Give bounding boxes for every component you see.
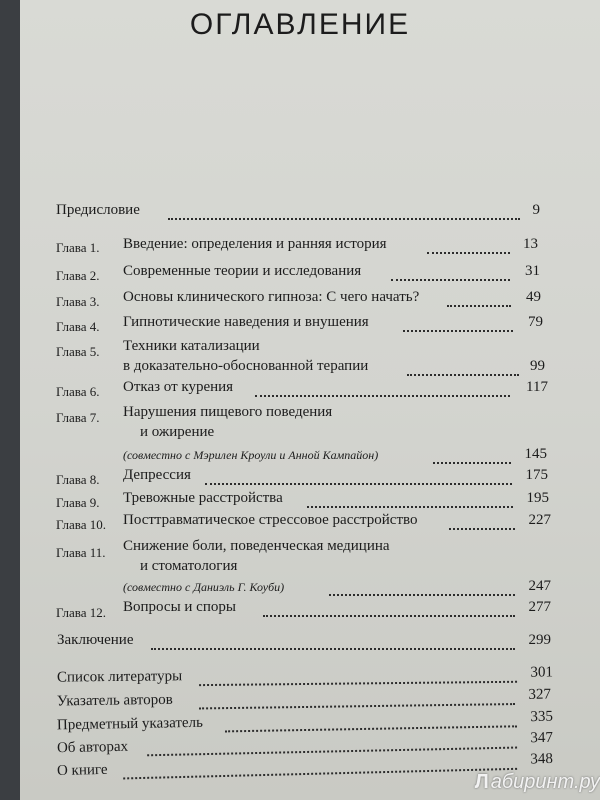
toc-entry-chapter-10 bbox=[123, 512, 551, 534]
toc-entry-chapter-7 bbox=[123, 446, 547, 468]
entry-label: О книге bbox=[56, 761, 108, 780]
chapter-number: Глава 9. bbox=[56, 495, 100, 510]
toc-entry-chapter-4 bbox=[123, 314, 543, 336]
toc-entry-chapter-5 bbox=[123, 358, 545, 380]
page-number: 175 bbox=[525, 467, 548, 483]
chapter-number: Глава 3. bbox=[56, 294, 100, 309]
dot-leader bbox=[151, 648, 515, 650]
dot-leader bbox=[407, 374, 519, 376]
entry-label: Основы клинического гипноза: С чего начать? bbox=[123, 289, 420, 305]
dot-leader bbox=[433, 462, 511, 464]
chapter-number: Глава 4. bbox=[56, 319, 100, 334]
dot-leader bbox=[447, 305, 511, 307]
toc-entry-chapter-1 bbox=[123, 236, 538, 258]
entry-label: Отказ от курения bbox=[123, 379, 234, 395]
page-number: 79 bbox=[528, 314, 543, 330]
toc-entry-conclusion bbox=[57, 632, 551, 654]
chapter-number: Глава 7. bbox=[56, 410, 100, 425]
page-number: 31 bbox=[525, 263, 540, 279]
toc-entry-chapter-11 bbox=[123, 578, 551, 600]
page-number: 335 bbox=[530, 708, 554, 726]
book-page bbox=[20, 0, 600, 800]
watermark-text: абиринт.ру bbox=[490, 771, 600, 793]
toc-entry-preface bbox=[56, 202, 540, 224]
entry-label: Посттравматическое стрессовое расстройство bbox=[123, 512, 418, 528]
page-number: 117 bbox=[526, 379, 548, 395]
entry-label: Тревожные расстройства bbox=[123, 490, 283, 506]
entry-second-line: и ожирение bbox=[140, 424, 215, 440]
toc-entry-chapter-6 bbox=[123, 379, 548, 401]
entry-label: Гипнотические наведения и внушения bbox=[123, 314, 369, 330]
toc-entry-chapter-12 bbox=[123, 599, 551, 621]
page-number: 348 bbox=[530, 750, 554, 768]
labirint-logo-icon: Л bbox=[474, 771, 489, 793]
entry-label: Об авторах bbox=[56, 738, 129, 757]
entry-second-line: и стоматология bbox=[140, 558, 238, 574]
dot-leader bbox=[263, 615, 515, 617]
page-number: 9 bbox=[532, 202, 540, 218]
dot-leader bbox=[403, 330, 513, 332]
page-number: 327 bbox=[528, 686, 552, 703]
chapter-number: Глава 1. bbox=[56, 240, 100, 255]
entry-label: Предисловие bbox=[56, 202, 140, 218]
dot-leader bbox=[199, 681, 517, 686]
watermark bbox=[475, 771, 600, 794]
dot-leader bbox=[391, 279, 510, 281]
entry-first-line: Нарушения пищевого поведения bbox=[123, 404, 333, 420]
page-number: 347 bbox=[530, 729, 554, 747]
dot-leader bbox=[123, 768, 517, 780]
table-of-contents bbox=[20, 0, 600, 800]
entry-label: Список литературы bbox=[56, 668, 183, 686]
page-number: 99 bbox=[530, 358, 545, 374]
toc-entry-chapter-9 bbox=[123, 490, 549, 512]
entry-label: Предметный указатель bbox=[56, 714, 204, 734]
entry-label: Введение: определения и ранняя история bbox=[123, 236, 387, 252]
entry-first-line: Техники катализации bbox=[123, 338, 260, 354]
dot-leader bbox=[199, 703, 515, 709]
page-number: 247 bbox=[528, 578, 551, 594]
page-number: 49 bbox=[526, 289, 541, 305]
entry-label: Современные теории и исследования bbox=[123, 263, 362, 279]
dot-leader bbox=[255, 395, 510, 397]
dot-leader bbox=[449, 528, 515, 530]
toc-entry-chapter-2 bbox=[123, 263, 540, 285]
chapter-number: Глава 11. bbox=[56, 545, 106, 560]
chapter-number: Глава 8. bbox=[56, 472, 100, 487]
toc-entry-chapter-3 bbox=[123, 289, 541, 311]
page-number: 145 bbox=[524, 446, 547, 462]
dot-leader bbox=[168, 218, 520, 220]
page-number: 195 bbox=[526, 490, 549, 506]
entry-first-line: Снижение боли, поведенческая медицина bbox=[123, 538, 390, 554]
page-number: 227 bbox=[528, 512, 551, 528]
dot-leader bbox=[427, 252, 510, 254]
chapter-number: Глава 5. bbox=[56, 344, 100, 359]
dot-leader bbox=[329, 594, 515, 596]
toc-entry-chapter-8 bbox=[123, 467, 548, 489]
page-title: ОГЛАВЛЕНИЕ bbox=[189, 8, 411, 41]
chapter-number: Глава 6. bbox=[56, 384, 100, 399]
entry-label: в доказательно-обоснованной терапии bbox=[123, 358, 369, 374]
entry-label: Указатель авторов bbox=[56, 691, 173, 710]
dot-leader bbox=[307, 506, 513, 508]
dot-leader bbox=[205, 483, 512, 485]
chapter-number: Глава 10. bbox=[56, 517, 107, 532]
chapter-number: Глава 2. bbox=[56, 268, 100, 283]
page-number: 277 bbox=[528, 599, 551, 615]
page-number: 301 bbox=[530, 664, 554, 681]
page-number: 13 bbox=[523, 236, 538, 252]
entry-label: Вопросы и споры bbox=[123, 599, 236, 615]
entry-label: Депрессия bbox=[123, 467, 191, 483]
chapter-number: Глава 12. bbox=[56, 605, 107, 620]
entry-coauthors: (совместно с Даниэль Г. Коуби) bbox=[123, 580, 285, 594]
entry-label: Заключение bbox=[57, 632, 134, 648]
page-number: 299 bbox=[528, 632, 551, 648]
entry-coauthors: (совместно с Мэрилен Кроули и Анной Кампайон) bbox=[123, 448, 379, 462]
